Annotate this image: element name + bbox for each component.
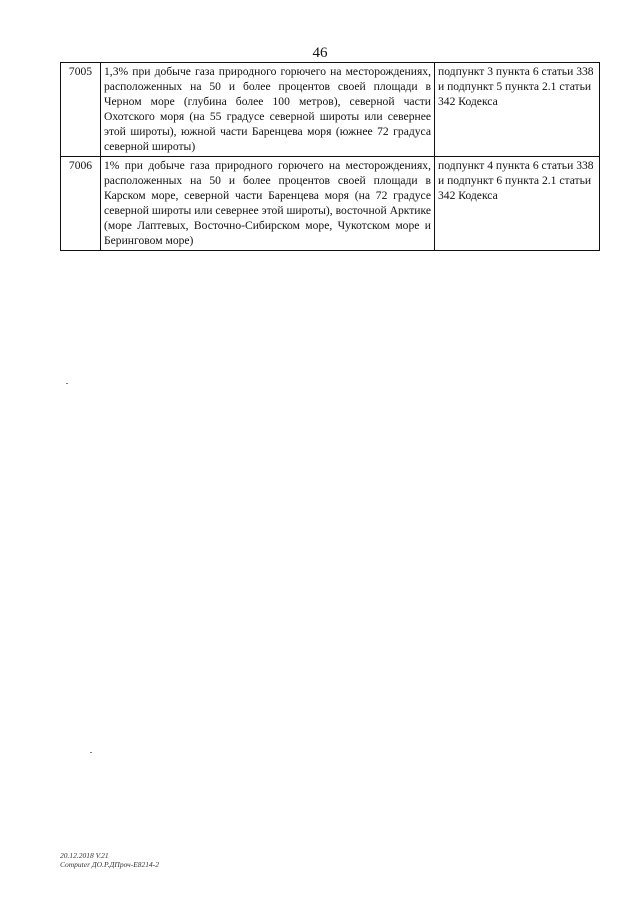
row-reference: подпункт 4 пункта 6 статьи 338 и подпункт 6 пункта 2.1 статьи 342 Кодекса [435, 157, 600, 251]
document-footer [60, 851, 159, 869]
scan-speck [90, 752, 92, 753]
row-reference: подпункт 3 пункта 6 статьи 338 и подпункт 5 пункта 2.1 статьи 342 Кодекса [435, 63, 600, 157]
footer-date-line: 20.12.2018 V.21 [60, 851, 109, 860]
row-code: 7005 [61, 63, 101, 157]
row-code: 7006 [61, 157, 101, 251]
table-row [61, 157, 600, 251]
row-description: 1,3% при добыче газа природного горючего на месторождениях, расположенных на 50 и более процентов своей площади в Черном море (глубина более 100 метров), северной части Охотского моря (на 55 градусе северной широты или севернее этой широты), южной части Баренцева моря (южнее 72 градуса северной широты) [101, 63, 435, 157]
row-description: 1% при добыче газа природного горючего на месторождениях, расположенных на 50 и более процентов своей площади в Карском море, северной части Баренцева моря (на 72 градусе северной широты или севернее этой широты), восточной Арктике (море Лаптевых, Восточно-Сибирском море, Чукотском море и Беринговом море) [101, 157, 435, 251]
scan-speck [66, 383, 68, 384]
page-number: 46 [312, 45, 328, 61]
table-row [61, 63, 600, 157]
footer-file-line: Computer ДО.Р.ДПроч-Е8214-2 [60, 860, 160, 869]
tax-code-table [60, 62, 600, 251]
